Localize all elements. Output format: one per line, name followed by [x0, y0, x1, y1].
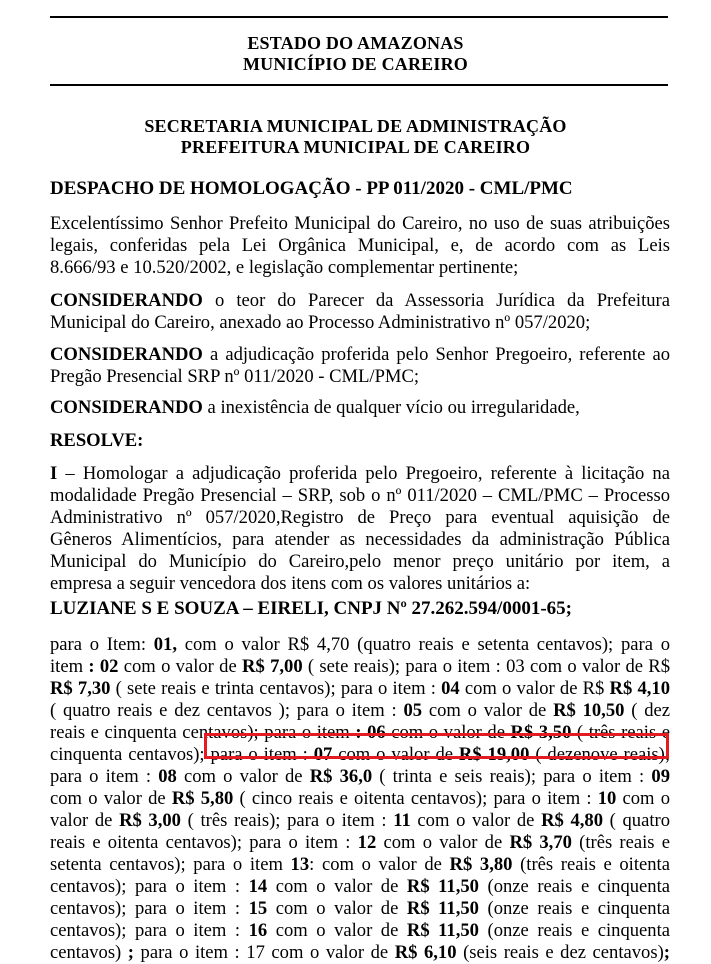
bold-run: 12: [357, 832, 377, 853]
considerando-1-text: o teor do Parecer da Assessoria Jurídica da Prefeitura: [202, 290, 670, 311]
text-run: para o item :: [50, 766, 159, 787]
items-line: [50, 678, 670, 700]
text-run: ( quatro reais e dez centavos ); para o item :: [50, 700, 404, 721]
text-run: com o valor de: [422, 700, 554, 721]
bold-run: R$ 3,50: [510, 722, 572, 743]
bold-run: R$ 4,10: [609, 678, 670, 699]
text-run: : com o valor de: [309, 854, 450, 875]
text-run: (onze reais e cinquenta: [478, 876, 671, 897]
bold-run: R$ 3,70: [509, 832, 572, 853]
item-i-line-3: Administrativo nº 057/2020,Registro de Preço para eventual aquisição de: [50, 507, 670, 528]
considerando-3-paragraph: [50, 397, 670, 419]
text-run: item: [50, 656, 89, 677]
bold-run: R$ 11,50: [406, 898, 479, 919]
text-run: reais e oitenta centavos); para o item :: [50, 832, 358, 853]
intro-line-1: Excelentíssimo Senhor Prefeito Municipal do Careiro, no uso de suas atribuições: [50, 213, 670, 234]
company-heading: LUZIANE S E SOUZA – EIRELI, CNPJ Nº 27.262.594/0001-65;: [50, 598, 572, 619]
bold-run: : 02: [88, 656, 119, 677]
text-run: valor de: [50, 810, 120, 831]
considerando-3-line-1: [50, 397, 670, 419]
bold-run: 07: [313, 744, 333, 765]
items-values-paragraph: [50, 634, 670, 964]
considerando-1-paragraph: [50, 290, 670, 334]
bold-run: 08: [158, 766, 177, 787]
items-line: [50, 854, 670, 876]
text-run: centavos); para o item :: [50, 920, 249, 941]
resolve-label: RESOLVE:: [50, 430, 144, 451]
considerando-2-line-1: [50, 344, 670, 366]
items-line: [50, 656, 670, 678]
items-line: [50, 700, 670, 722]
bold-run: ;: [127, 942, 141, 963]
text-run: com o valor de: [50, 788, 172, 809]
text-run: com o valor de: [410, 810, 542, 831]
secretariat-heading: SECRETARIA MUNICIPAL DE ADMINISTRAÇÃO: [144, 116, 567, 136]
intro-line-2: legais, conferidas pela Lei Orgânica Municipal, e, de acordo com as Leis: [50, 235, 670, 256]
text-run: ( três reais); para o item :: [180, 810, 394, 831]
bold-run: ;: [663, 942, 670, 963]
bold-run: 01,: [153, 634, 177, 655]
items-line: [50, 766, 670, 788]
text-run: setenta centavos); para o item: [50, 854, 291, 875]
document-title: DESPACHO DE HOMOLOGAÇÃO - PP 011/2020 - CML/PMC: [50, 178, 573, 199]
text-run: (seis reais e dez centavos): [456, 942, 664, 963]
text-run: com o valor de: [385, 722, 511, 743]
resolve-heading: [50, 430, 670, 452]
roman-numeral-i: I: [50, 463, 58, 484]
text-run: (três reais e: [571, 832, 670, 853]
text-run: com o valor de: [267, 898, 407, 919]
considerando-label: CONSIDERANDO: [50, 397, 203, 418]
considerando-2-line-2: Pregão Presencial SRP nº 011/2020 - CML/PMC;: [50, 366, 420, 387]
text-run: centavos): [50, 942, 128, 963]
text-run: para o item : 17 com o valor de: [140, 942, 395, 963]
items-line: [50, 876, 670, 898]
text-run: ( quatro: [603, 810, 670, 831]
text-run: ( dez: [624, 700, 670, 721]
text-run: com o valor de: [176, 766, 310, 787]
items-line: [50, 634, 670, 656]
municipality-heading: MUNICÍPIO DE CAREIRO: [242, 54, 468, 74]
considerando-1-line-2: Municipal do Careiro, anexado ao Processo Administrativo nº 057/2020;: [50, 312, 591, 333]
text-run: ( trinta e seis reais); para o item :: [372, 766, 652, 787]
bold-run: R$ 6,10: [394, 942, 457, 963]
text-run: com o valor de: [376, 832, 510, 853]
text-run: ( cinco reais e oitenta centavos); para o item :: [233, 788, 598, 809]
highlight-box: [204, 733, 669, 759]
considerando-1-line-1: [50, 290, 670, 312]
items-line: [50, 810, 670, 832]
bold-run: 11: [393, 810, 411, 831]
text-run: (onze reais e cinquenta: [478, 920, 671, 941]
bold-run: 04: [441, 678, 460, 699]
header-bottom-rule: [50, 84, 668, 86]
items-line: [50, 788, 670, 810]
text-run: com o valor de R$: [524, 656, 671, 677]
item-i-line-6: empresa a seguir vencedora dos itens com os valores unitários a:: [50, 573, 531, 594]
item-i-line-1: [50, 463, 670, 485]
bold-run: 09: [651, 766, 670, 787]
text-run: reais e cinquenta centavos); para o item: [50, 722, 356, 743]
considerando-3-text: a inexistência de qualquer vício ou irregularidade,: [202, 397, 580, 418]
item-i-line-4: Gêneros Alimentícios, para atender as necessidades da administração Pública: [50, 529, 670, 550]
bold-run: R$ 11,50: [406, 876, 479, 897]
text-run: centavos); para o item :: [50, 898, 249, 919]
considerando-label: CONSIDERANDO: [50, 344, 203, 365]
text-run: ( sete reais); para o item : 0: [302, 656, 516, 677]
bold-run: R$ 11,50: [406, 920, 479, 941]
bold-run: R$ 36,0: [309, 766, 373, 787]
text-run: com o: [616, 788, 671, 809]
items-line: [50, 920, 670, 942]
bold-run: R$ 19,00: [458, 744, 530, 765]
text-run: cinquenta centavos); para o item :: [50, 744, 314, 765]
items-line: [50, 898, 670, 920]
text-run: com o valor R$ 4,70 (quatro reais e setenta centavos); para o: [177, 634, 670, 655]
text-run: com o valor de: [267, 876, 407, 897]
text-run: com o valor de: [267, 920, 407, 941]
bold-run: R$ 3,00: [119, 810, 181, 831]
items-line: [50, 832, 670, 854]
text-run: para o Item:: [50, 634, 154, 655]
bold-run: 16: [248, 920, 268, 941]
item-i-line-2: modalidade Pregão Presencial – SRP, sob o nº 011/2020 – CML/PMC – Processo: [50, 485, 670, 506]
text-run: 3: [515, 656, 525, 677]
bold-run: R$ 10,50: [553, 700, 625, 721]
considerando-2-paragraph: [50, 344, 670, 388]
intro-paragraph: [50, 213, 670, 279]
considerando-2-text: a adjudicação proferida pelo Senhor Pregoeiro, referente ao: [202, 344, 670, 365]
text-run: com o valor de: [332, 744, 459, 765]
text-run: centavos); para o item :: [50, 876, 249, 897]
bold-run: 05: [403, 700, 423, 721]
bold-run: 15: [248, 898, 268, 919]
text-run: ( dezenove reais);: [529, 744, 670, 765]
text-run: (onze reais e cinquenta: [478, 898, 671, 919]
prefeitura-heading: PREFEITURA MUNICIPAL DE CAREIRO: [180, 137, 531, 157]
bold-run: 10: [597, 788, 617, 809]
bold-run: R$ 5,80: [171, 788, 234, 809]
bold-run: 14: [248, 876, 268, 897]
bold-run: 13: [290, 854, 310, 875]
text-run: (três reais e oitenta: [512, 854, 670, 875]
items-line: [50, 942, 670, 964]
bold-run: R$ 7,30: [50, 678, 111, 699]
bold-run: : 06: [355, 722, 386, 743]
text-run: com o valor de: [118, 656, 243, 677]
top-rule: [50, 16, 668, 18]
bold-run: R$ 7,00: [242, 656, 303, 677]
state-heading: ESTADO DO AMAZONAS: [247, 33, 464, 53]
item-i-paragraph: [50, 463, 670, 595]
text-run: ( sete reais e trinta centavos); para o item :: [110, 678, 442, 699]
text-run: ( três reais e: [571, 722, 671, 743]
intro-line-3: 8.666/93 e 10.520/2002, e legislação complementar pertinente;: [50, 257, 519, 278]
item-i-text: – Homologar a adjudicação proferida pelo Pregoeiro, referente à licitação na: [57, 463, 670, 484]
item-i-line-5: Municipal do Município do Careiro,pelo menor preço unitário por item, a: [50, 551, 670, 572]
considerando-label: CONSIDERANDO: [50, 290, 203, 311]
text-run: com o valor de R$: [459, 678, 610, 699]
bold-run: R$ 3,80: [449, 854, 513, 875]
bold-run: R$ 4,80: [541, 810, 603, 831]
